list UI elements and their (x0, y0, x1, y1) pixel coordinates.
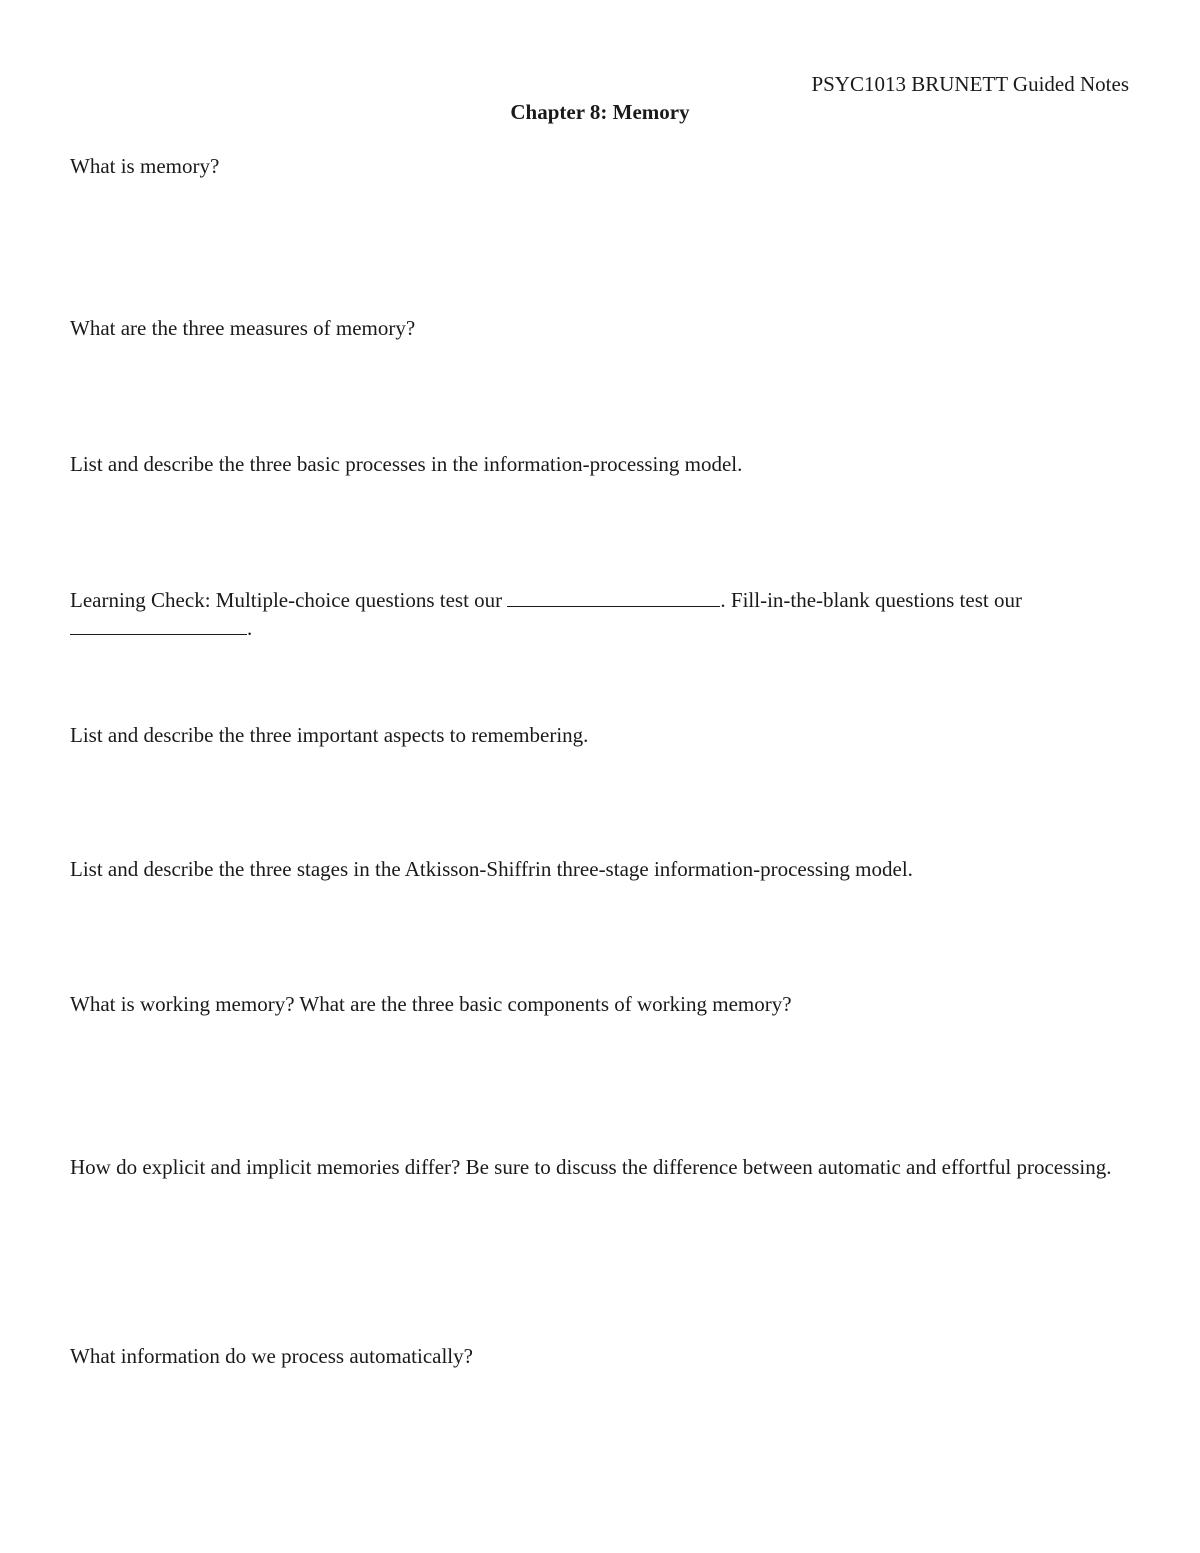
question-automatic-processing: What information do we process automatically? (70, 1344, 473, 1368)
question-what-is-memory: What is memory? (70, 154, 220, 178)
question-aspects-remembering: List and describe the three important aspects to remembering. (70, 723, 589, 747)
question-explicit-implicit: How do explicit and implicit memories differ? Be sure to discuss the difference between automatic and effortful processing. (70, 1155, 1112, 1179)
course-header: PSYC1013 BRUNETT Guided Notes (811, 72, 1129, 96)
learning-check-text-3: . (247, 616, 253, 640)
question-measures-of-memory: What are the three measures of memory? (70, 316, 416, 340)
learning-check-text-1: Learning Check: Multiple-choice questions test our (70, 588, 508, 612)
fill-in-blank-2[interactable] (70, 614, 247, 635)
learning-check-text-2: . Fill-in-the-blank questions test our (720, 588, 1022, 612)
learning-check (70, 586, 1135, 642)
page-title: Chapter 8: Memory (510, 100, 690, 124)
question-basic-processes: List and describe the three basic processes in the information-processing model. (70, 452, 743, 476)
fill-in-blank-1[interactable] (507, 586, 720, 607)
question-working-memory: What is working memory? What are the three basic components of working memory? (70, 992, 792, 1016)
question-three-stages: List and describe the three stages in the Atkisson-Shiffrin three-stage information-processing model. (70, 857, 913, 881)
